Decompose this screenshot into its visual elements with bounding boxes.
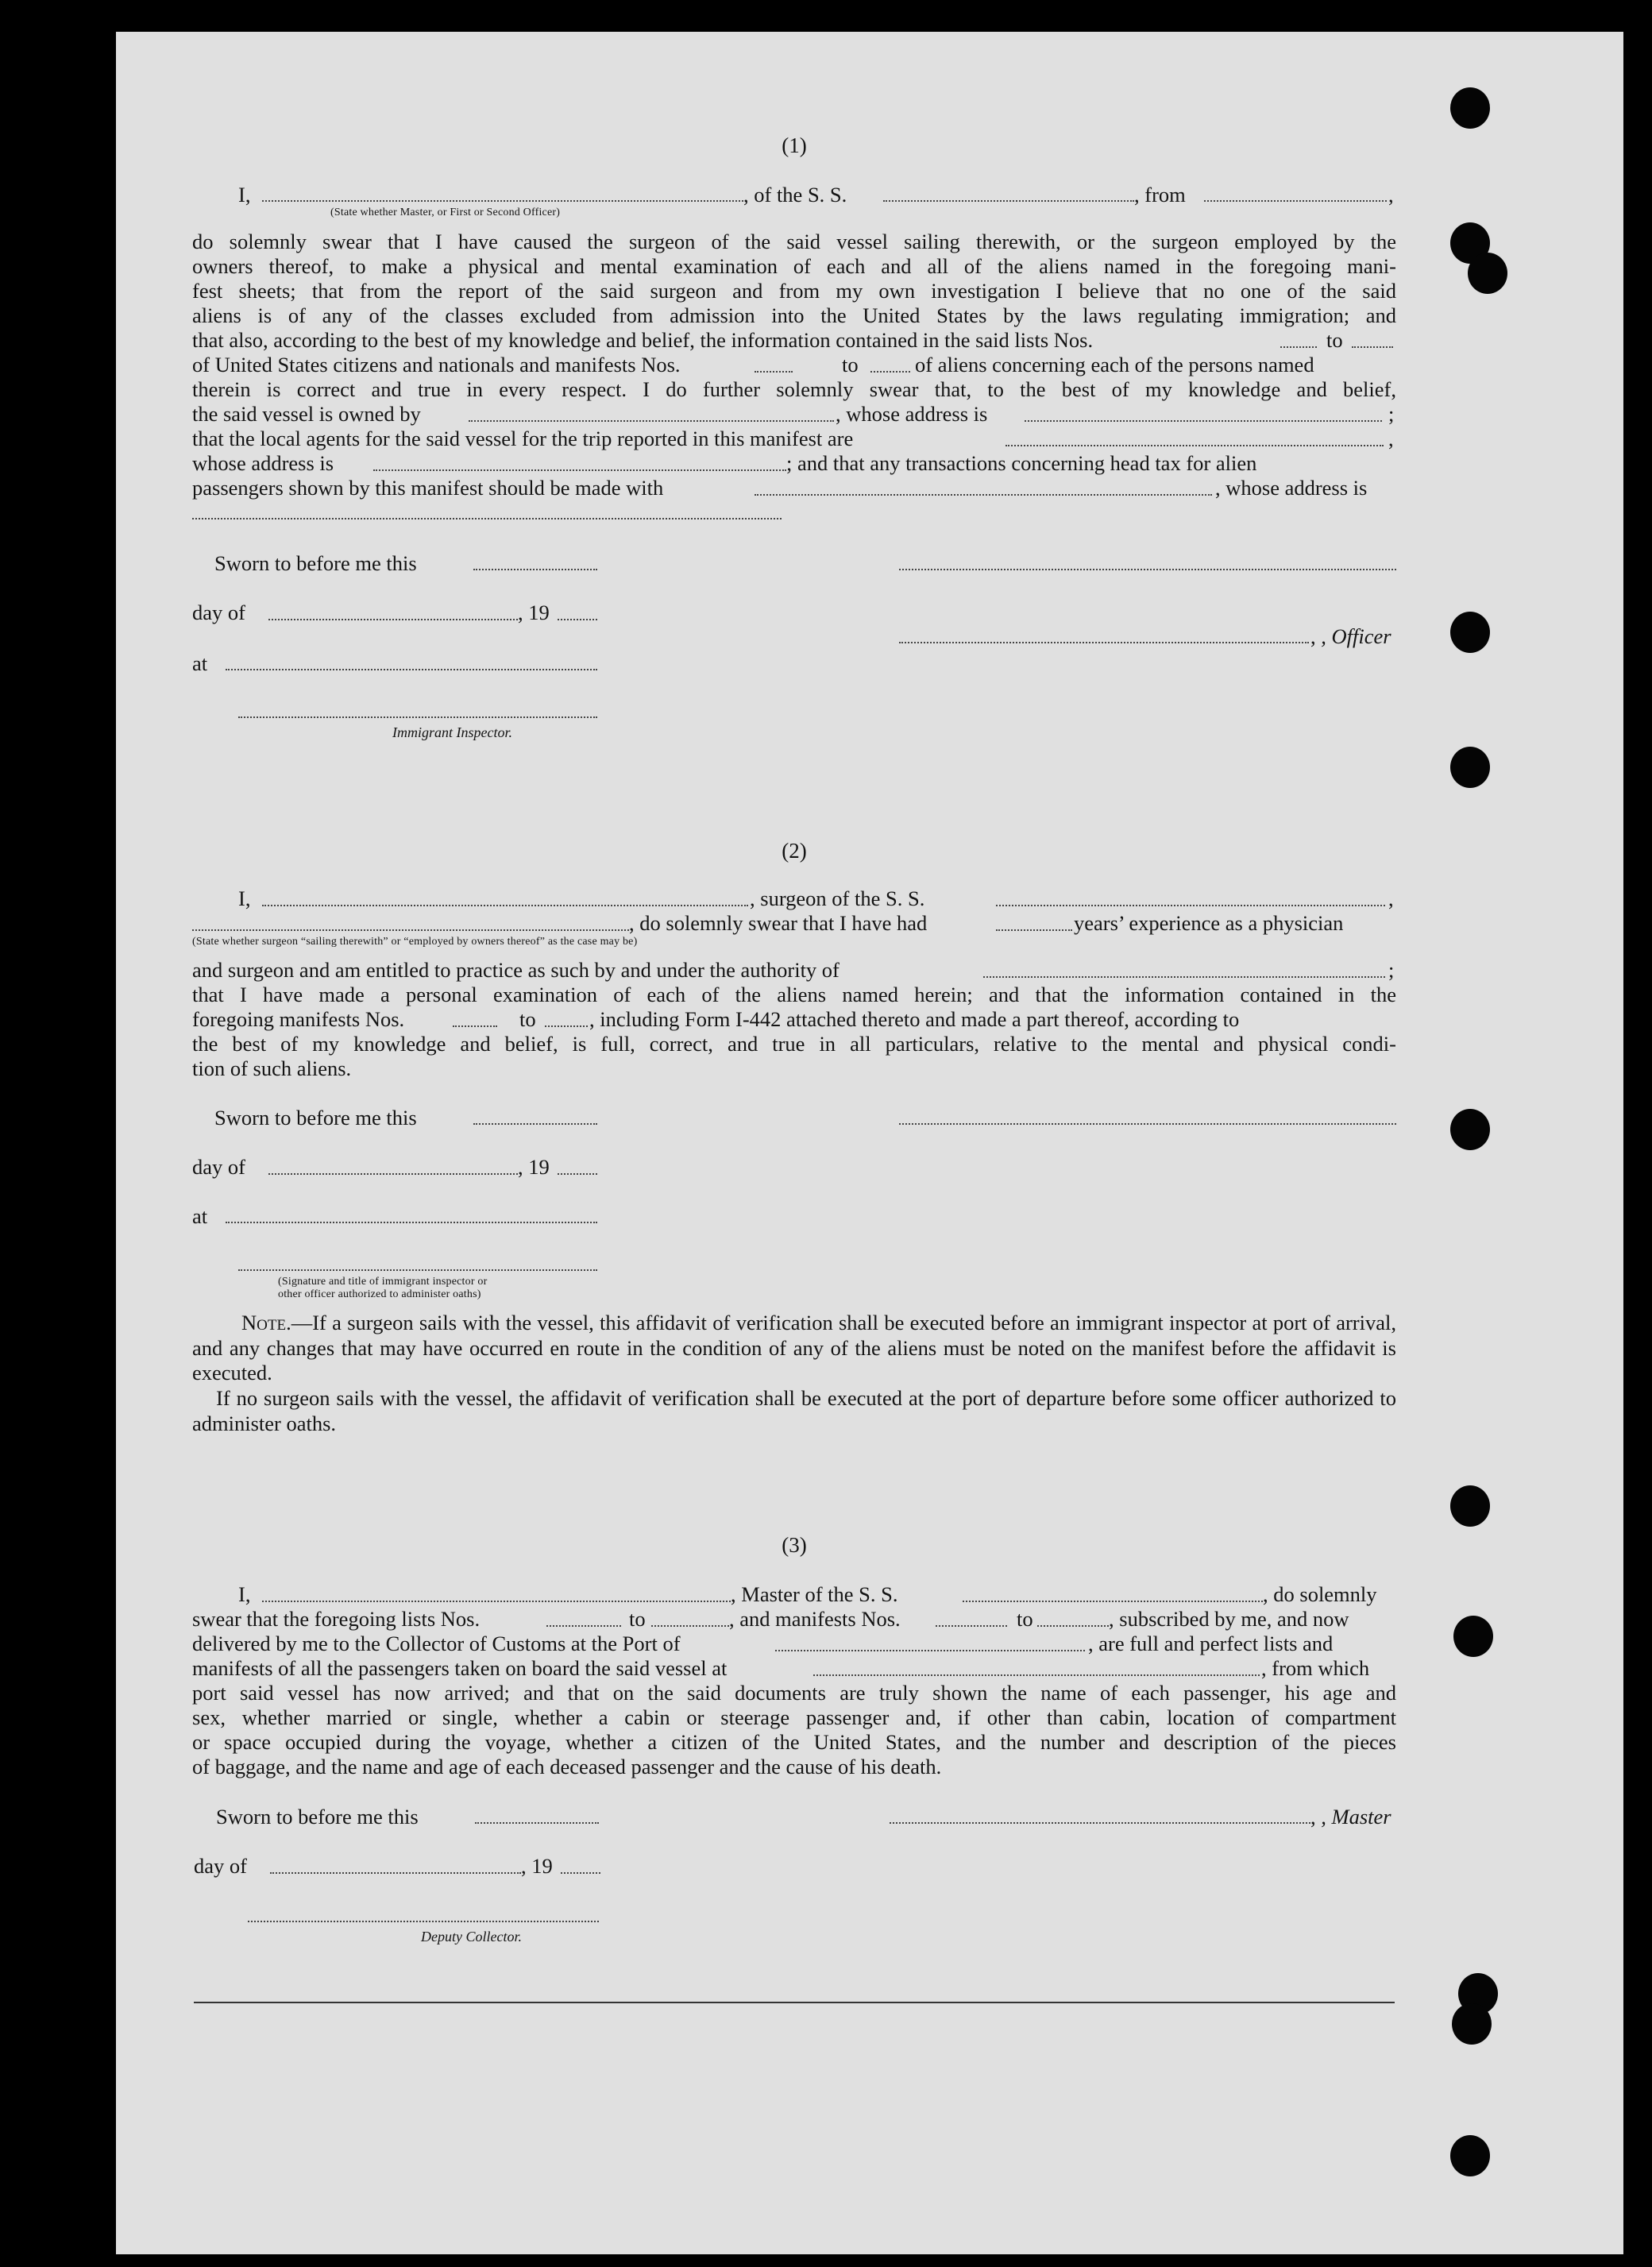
- s1-text-line: do solemnly swear that I have caused the surgeon of the said vessel sailing therewith, or the surgeon employed by the: [192, 230, 1396, 253]
- s3-master-signature-field[interactable]: [890, 1822, 1310, 1824]
- s1-text-line: fest sheets; that from the report of the said surgeon and from my own investigation I believe that no one of the said: [192, 279, 1396, 303]
- punch-hole: [1450, 1485, 1490, 1527]
- s3-text-line: sex, whether married or single, whether a cabin or steerage passenger and, if other than cabin, location of compartment: [192, 1705, 1396, 1729]
- s1-headtax-address-field[interactable]: [192, 518, 782, 519]
- s1-agents-label: that the local agents for the said vessel for the trip reported in this manifest are: [192, 427, 854, 450]
- s1-at-label: at: [192, 651, 208, 675]
- s3-lists-to-field[interactable]: [651, 1625, 729, 1627]
- punch-hole: [1452, 2003, 1492, 2045]
- s1-owner-field[interactable]: [469, 420, 834, 422]
- s3-text-line: , are full and perfect lists and: [1088, 1632, 1334, 1655]
- s3-to-label: to: [629, 1607, 646, 1631]
- s3-port-field[interactable]: [775, 1650, 1085, 1651]
- s1-year-field[interactable]: [558, 619, 597, 620]
- s2-text-line: the best of my knowledge and belief, is full, correct, and true in all particulars, relative to the mental and physical condi-: [192, 1032, 1396, 1056]
- s3-master-label: , Master of the S. S.: [731, 1582, 898, 1606]
- s2-signature-hint: (Signature and title of immigrant inspector or: [278, 1276, 488, 1288]
- s1-text-line: aliens is of any of the classes excluded from admission into the United States by the laws regulating immigration; and: [192, 303, 1396, 327]
- s3-port-label: delivered by me to the Collector of Customs at the Port of: [192, 1632, 681, 1655]
- s2-sworn-field[interactable]: [473, 1123, 597, 1125]
- s1-headtax-field[interactable]: [755, 494, 1212, 496]
- s3-lists-label: swear that the foregoing lists Nos.: [192, 1607, 481, 1631]
- s2-surgeon-hint: (State whether surgeon “sailing therewith” or “employed by owners thereof” as the case may be): [192, 936, 638, 948]
- s2-year-field[interactable]: [558, 1173, 597, 1175]
- s1-officer-title-field[interactable]: [262, 200, 743, 202]
- s1-i-label: I,: [238, 183, 251, 207]
- s1-lists-to-field[interactable]: [1352, 346, 1393, 348]
- s2-manifests-to-field[interactable]: [545, 1025, 588, 1027]
- s3-sworn-field[interactable]: [475, 1822, 599, 1824]
- punch-hole: [1450, 2135, 1490, 2176]
- s3-year-label: , 19: [521, 1854, 553, 1878]
- s3-manifests-from-field[interactable]: [936, 1625, 1007, 1627]
- s3-text-line: , subscribed by me, and now: [1109, 1607, 1349, 1631]
- s2-to-label: to: [519, 1007, 536, 1031]
- s2-i-label: I,: [238, 886, 251, 910]
- s3-text-line: of baggage, and the name and age of each deceased passenger and the cause of his death.: [192, 1755, 942, 1778]
- s1-agents-field[interactable]: [1005, 445, 1384, 446]
- section-2-number: (2): [782, 839, 807, 863]
- s1-owner-address-label: , whose address is: [836, 402, 988, 426]
- s3-i-label: I,: [238, 1582, 251, 1606]
- s2-manifests-label: foregoing manifests Nos.: [192, 1007, 405, 1031]
- punch-hole: [1450, 747, 1490, 788]
- s2-at-field[interactable]: [226, 1222, 597, 1223]
- s2-text-line: tion of such aliens.: [192, 1056, 352, 1080]
- s1-owner-label: the said vessel is owned by: [192, 402, 421, 426]
- s3-master-sig-text: , Master: [1321, 1805, 1391, 1829]
- s2-note-label: Note.: [241, 1311, 291, 1334]
- s3-text-line: or space occupied during the voyage, whether a citizen of the United States, and the number and description of the pieces: [192, 1730, 1396, 1754]
- s2-note-text: If no surgeon sails with the vessel, the affidavit of verification shall be executed at the port of departure before some officer authorized to administer oaths.: [192, 1386, 1396, 1435]
- s2-surgeon-type-field[interactable]: [192, 929, 629, 931]
- bottom-rule: [194, 2002, 1395, 2003]
- s3-text-line: , from which: [1261, 1656, 1370, 1680]
- s2-year-label: , 19: [518, 1155, 550, 1179]
- s3-manifests-to-field[interactable]: [1037, 1625, 1109, 1627]
- s3-year-field[interactable]: [561, 1872, 600, 1874]
- s2-note-paragraph: [192, 1386, 1396, 1436]
- s2-manifests-from-field[interactable]: [453, 1025, 497, 1027]
- s1-officer-label: , , Officer: [1310, 624, 1391, 648]
- s1-inspector-caption: Immigrant Inspector.: [392, 724, 512, 740]
- s3-master-sig-label: , , Master: [1310, 1805, 1391, 1829]
- s2-dayof-label: day of: [192, 1155, 245, 1179]
- s1-title-hint: (State whether Master, or First or Second Officer): [330, 207, 561, 218]
- s1-vessel-name-field[interactable]: [883, 200, 1134, 202]
- s2-vessel-name-field[interactable]: [996, 905, 1385, 906]
- s2-years-field[interactable]: [996, 929, 1072, 931]
- s3-sworn-label: Sworn to before me this: [216, 1805, 419, 1829]
- s3-day-field[interactable]: [270, 1872, 521, 1874]
- s2-years-label: years’ experience as a physician: [1074, 911, 1344, 935]
- s1-at-field[interactable]: [226, 669, 597, 670]
- s2-authority-label: and surgeon and am entitled to practice as such by and under the authority of: [192, 958, 840, 982]
- s1-from-field[interactable]: [1204, 200, 1387, 202]
- s1-manifests-from-field[interactable]: [755, 371, 793, 373]
- s3-dayof-label: day of: [194, 1854, 247, 1878]
- s3-collector-field[interactable]: [248, 1921, 599, 1922]
- s1-comma: ,: [1388, 183, 1394, 207]
- s1-dayof-label: day of: [192, 601, 245, 624]
- s2-day-field[interactable]: [268, 1173, 518, 1175]
- s1-headtax-label: passengers shown by this manifest should be made with: [192, 476, 664, 500]
- s1-sworn-label: Sworn to before me this: [214, 551, 417, 575]
- punch-hole: [1468, 253, 1507, 294]
- s2-surgeon-name-field[interactable]: [262, 905, 748, 906]
- s1-sworn-field[interactable]: [473, 569, 597, 570]
- s1-comma: ,: [1388, 427, 1394, 450]
- s1-officer-field[interactable]: [899, 642, 1309, 643]
- s3-solemnly-label: , do solemnly: [1263, 1582, 1377, 1606]
- s3-manifests-label: , and manifests Nos.: [729, 1607, 901, 1631]
- s1-ofss-label: , of the S. S.: [743, 183, 847, 207]
- s2-text-line: that I have made a personal examination of each of the aliens named herein; and that the information contained in the: [192, 983, 1396, 1006]
- s2-signature-hint: other officer authorized to administer oaths): [278, 1288, 481, 1300]
- s1-text-line: ; and that any transactions concerning head tax for alien: [786, 451, 1257, 475]
- s3-master-name-field[interactable]: [262, 1601, 731, 1602]
- s1-headtax-address-label: , whose address is: [1215, 476, 1368, 500]
- section-3-number: (3): [782, 1533, 807, 1557]
- s1-text-line: of United States citizens and nationals and manifests Nos.: [192, 353, 681, 377]
- s1-to-label: to: [842, 353, 859, 377]
- s1-inspector-field[interactable]: [238, 716, 597, 718]
- s2-swear-label: , do solemnly swear that I have had: [629, 911, 928, 935]
- s2-note-dash: —: [291, 1311, 313, 1334]
- s2-note-paragraph: [192, 1311, 1396, 1386]
- s1-text-line: that also, according to the best of my knowledge and belief, the information contained in the said lists Nos.: [192, 328, 1094, 352]
- s2-inspector-field[interactable]: [238, 1269, 597, 1271]
- s3-text-line: port said vessel has now arrived; and that on the said documents are truly shown the name of each passenger, his age and: [192, 1681, 1396, 1705]
- punch-hole: [1453, 1616, 1493, 1657]
- s2-note-text: If a surgeon sails with the vessel, this affidavit of verification shall be executed before an immigrant inspector at port of arrival, and any changes that may have occurred en route in the condition of any of the aliens must be noted on the manifest before the affidavit is executed.: [192, 1311, 1396, 1385]
- s1-signature-field[interactable]: [899, 569, 1396, 570]
- s2-text-line: , including Form I-442 attached thereto and made a part thereof, according to: [589, 1007, 1240, 1031]
- s1-to-label: to: [1326, 328, 1343, 352]
- s1-owner-address-field[interactable]: [1025, 420, 1382, 422]
- s2-surgeon-label: , surgeon of the S. S.: [750, 886, 925, 910]
- s1-agents-address-label: whose address is: [192, 451, 334, 475]
- s3-embark-label: manifests of all the passengers taken on board the said vessel at: [192, 1656, 728, 1680]
- s2-sworn-label: Sworn to before me this: [214, 1106, 417, 1130]
- s1-officer-text: , Officer: [1321, 624, 1391, 648]
- s3-collector-caption: Deputy Collector.: [421, 1929, 522, 1945]
- s1-day-field[interactable]: [268, 619, 518, 620]
- section-1-number: (1): [782, 133, 807, 157]
- s2-authority-field[interactable]: [983, 976, 1385, 978]
- s1-lists-from-field[interactable]: [1280, 346, 1317, 348]
- s2-semicolon: ;: [1388, 958, 1395, 982]
- s1-text-line: of aliens concerning each of the persons named: [915, 353, 1314, 377]
- s3-lists-from-field[interactable]: [546, 1625, 621, 1627]
- s1-year-label: , 19: [518, 601, 550, 624]
- punch-hole: [1450, 612, 1490, 653]
- s3-vessel-name-field[interactable]: [963, 1601, 1263, 1602]
- s2-at-label: at: [192, 1204, 208, 1228]
- punch-hole: [1450, 1109, 1490, 1150]
- s2-signature-field[interactable]: [899, 1123, 1396, 1125]
- s1-agents-address-field[interactable]: [373, 469, 786, 471]
- s1-text-line: owners thereof, to make a physical and mental examination of each and all of the aliens named in the foregoing mani-: [192, 254, 1396, 278]
- s3-embark-field[interactable]: [813, 1674, 1260, 1676]
- s1-semicolon: ;: [1388, 402, 1395, 426]
- s1-from-label: , from: [1134, 183, 1186, 207]
- s1-text-line: therein is correct and true in every respect. I do further solemnly swear that, to the best of my knowledge and belief,: [192, 377, 1396, 401]
- s1-manifests-to-field[interactable]: [870, 371, 910, 373]
- s2-comma: ,: [1388, 886, 1394, 910]
- s3-to-label: to: [1017, 1607, 1033, 1631]
- punch-hole: [1450, 87, 1490, 129]
